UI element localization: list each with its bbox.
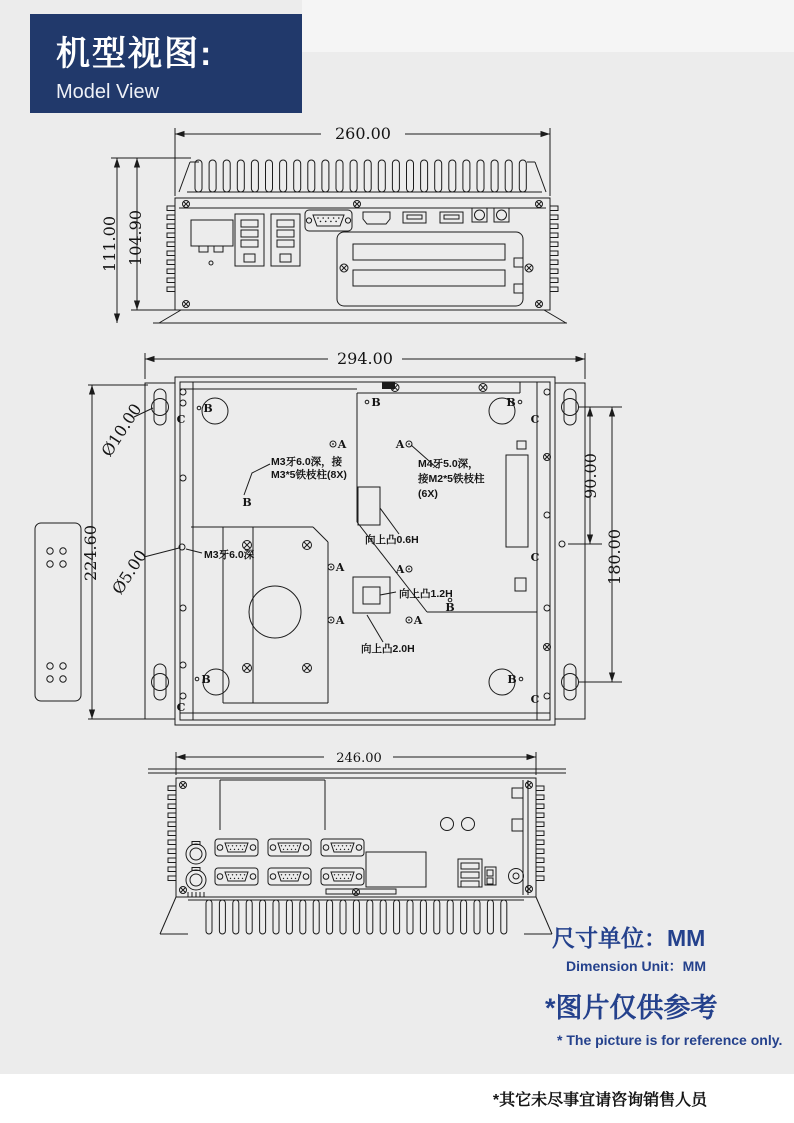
hole-label: C (530, 551, 540, 564)
hole-label: B (203, 402, 213, 415)
dim-height-total: 111.00 (100, 216, 119, 272)
hole-label: C (530, 693, 540, 706)
serial-port (268, 839, 311, 856)
dim-keyhole: Ø10.00 (97, 400, 146, 460)
dim-ear-hole-spacing: 180.00 (605, 529, 624, 585)
usb-port (403, 212, 426, 223)
serial-port (268, 868, 311, 885)
keyhole-slot (562, 664, 579, 700)
hole-label: B (507, 673, 517, 686)
hole-label: B (201, 673, 211, 686)
dim-width-front: 260.00 (335, 124, 391, 143)
hole-label: A (395, 438, 405, 451)
annotation-m3-single: M3牙6.0深 (204, 549, 255, 561)
vga-port (305, 210, 352, 231)
ps2-port (186, 842, 206, 865)
serial-port (215, 868, 258, 885)
footer-note: *其它未尽事宜请咨询销售人员 (492, 1092, 708, 1109)
io-connector (485, 867, 496, 885)
keyhole-slot (562, 389, 579, 425)
ps2-port (186, 868, 206, 891)
hole-label: A (337, 438, 347, 451)
annotation-m4-l2: 接M2*5铁枝柱 (418, 473, 485, 485)
board-outline (357, 393, 537, 612)
page-title: 机型视图: (56, 35, 214, 73)
usb-stack (458, 859, 482, 887)
power-connector (191, 220, 233, 265)
serial-port (321, 868, 364, 885)
hole-label: A (413, 614, 423, 627)
keyhole-slot (152, 389, 169, 425)
wall-bracket (35, 523, 81, 701)
audio-jack (494, 208, 509, 222)
dim-width-rear: 246.00 (336, 751, 382, 766)
annotation-m4-l3: (6X) (418, 488, 438, 500)
ethernet-port (271, 214, 300, 266)
hole-label: C (176, 701, 186, 714)
hole-label: B (371, 396, 381, 409)
page-header (30, 14, 302, 113)
keyhole-slot (152, 664, 169, 700)
dim-height-internal: 224.60 (81, 525, 100, 581)
antenna-holes (441, 818, 475, 831)
hole-label: B (506, 396, 516, 409)
note-unit-en: Dimension Unit：MM (566, 958, 706, 974)
serial-port (215, 839, 258, 856)
dim-hole: Ø5.00 (108, 546, 151, 598)
annotation-bump-06: 向上凸0.6H (365, 534, 419, 546)
round-jack (509, 869, 524, 884)
leader-lines (134, 408, 437, 642)
serial-port (321, 839, 364, 856)
hdmi-port (363, 212, 390, 224)
expansion-slots (337, 232, 533, 306)
page-subtitle: Model View (56, 81, 160, 103)
annotation-bump-12: 向上凸1.2H (399, 588, 453, 600)
annotation-bump-20: 向上凸2.0H (361, 643, 415, 655)
hole-label: A (335, 561, 345, 574)
internal-view-drawing (30, 345, 630, 740)
hole-label: A (395, 563, 405, 576)
dim-hole-spacing: 90.00 (581, 453, 600, 499)
hole-label: B (242, 496, 252, 509)
annotation-m4-l1: M4牙5.0深， (418, 458, 479, 470)
ethernet-port (235, 214, 264, 266)
front-view-drawing (95, 120, 585, 335)
note-unit-cn: 尺寸单位：MM (552, 925, 706, 951)
hole-label: B (445, 601, 455, 614)
dim-width-internal: 294.00 (337, 349, 393, 368)
hole-label: C (176, 413, 186, 426)
heatsink-fins (187, 160, 542, 192)
hole-label: C (530, 413, 540, 426)
note-reference-en: * The picture is for reference only. (557, 1032, 783, 1048)
rear-view-drawing (148, 742, 593, 957)
note-reference-cn: *图片仅供参考 (545, 993, 718, 1023)
audio-jack (472, 208, 487, 222)
heatsink-fins (188, 900, 524, 934)
footer-strip (0, 1074, 794, 1123)
annotation-m3-l1: M3牙6.0深，接 (271, 456, 343, 468)
dim-height-body: 104.90 (126, 210, 145, 266)
annotation-m3-l2: M3*5铁枝柱(8X) (271, 469, 347, 481)
hole-label: A (335, 614, 345, 627)
usb-port (440, 212, 463, 223)
top-margin (302, 0, 794, 52)
